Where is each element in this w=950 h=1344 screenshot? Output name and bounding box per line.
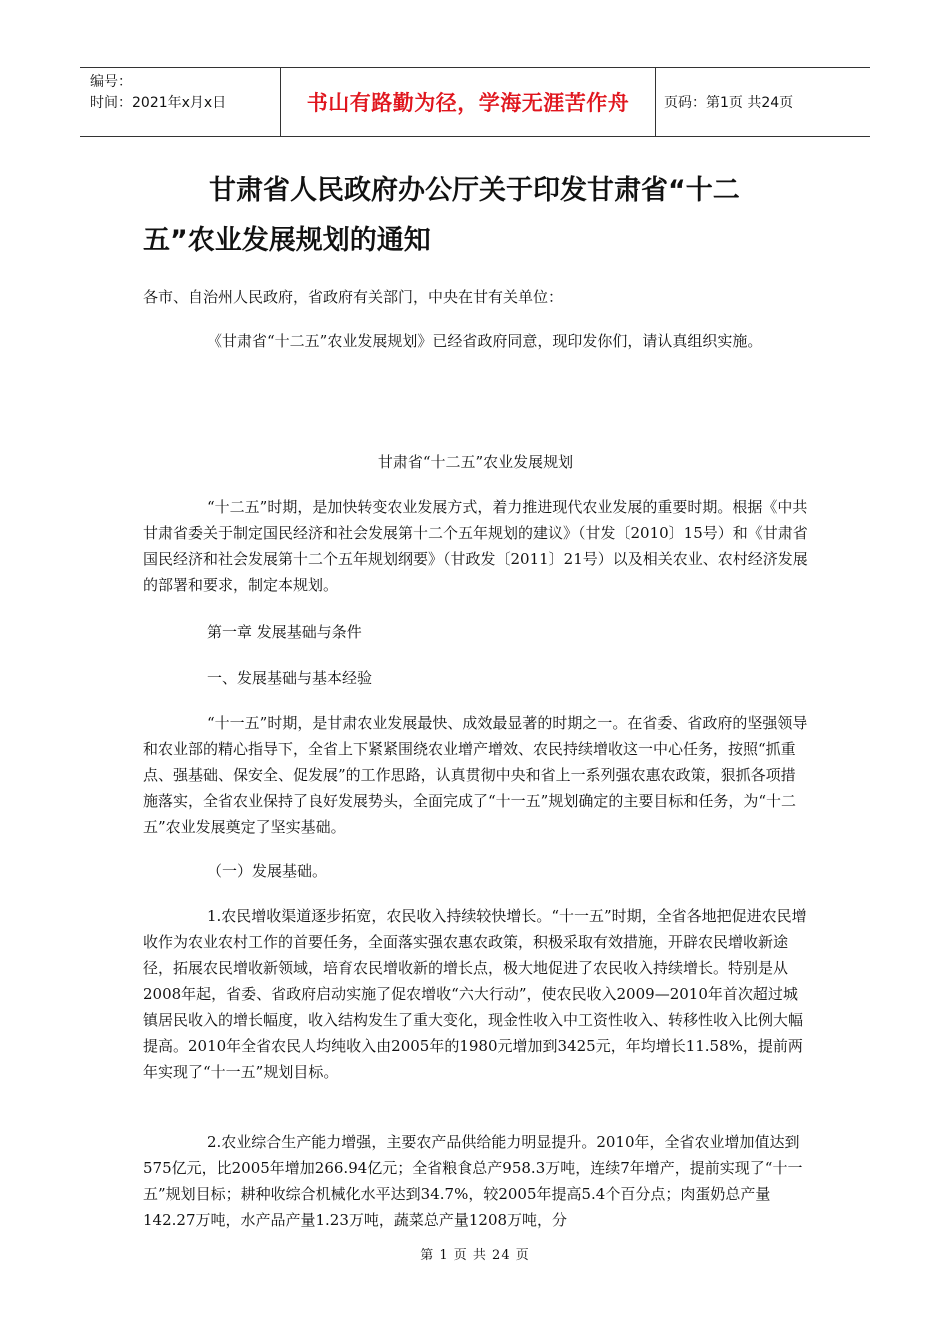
header-meta-cell [80,68,281,136]
document-title [143,166,803,266]
item-2-paragraph: 2.农业综合生产能力增强，主要农产品供给能力明显提升。2010年，全省农业增加值达到575亿元，比2005年增加266.94亿元；全省粮食总产958.3万吨，连续7年增产，提前实现了“十一五”规划目标；耕种收综合机械化水平达到34.7%，较2005年提高5.4个百分点；肉蛋奶总产量142.27万吨，水产品产量1.23万吨，蔬菜总产量1208万吨，分 [143,1133,803,1229]
salutation: 各市、自治州人民政府，省政府有关部门，中央在甘有关单位： [143,288,564,306]
title-line-2: 五”农业发展规划的通知 [143,225,431,256]
page-footer: 第 1 页 共 24 页 [420,1248,530,1263]
section-heading: 一、发展基础与基本经验 [207,669,373,687]
intro-paragraph: “十二五”时期，是加快转变农业发展方式，着力推进现代农业发展的重要时期。根据《中共甘肃省委关于制定国民经济和社会发展第十二个五年规划的建议》（甘发〔2010〕15号）和《甘肃省国民经济和社会发展第十二个五年规划纲要》（甘政发〔2011〕21号）以及相关农业、农村经济发展的部署和要求，制定本规划。 [143,498,808,594]
motto-text: 书山有路勤为径，学海无涯苦作舟 [306,91,630,115]
document-time-label: 时间：2021年x月x日 [90,95,227,111]
subsection-heading: （一）发展基础。 [207,862,328,880]
notice-paragraph: 《甘肃省“十二五”农业发展规划》已经省政府同意，现印发你们，请认真组织实施。 [207,332,763,350]
chapter-heading: 第一章 发展基础与条件 [207,623,362,641]
plan-title: 甘肃省“十二五”农业发展规划 [377,453,574,471]
item-1-paragraph: 1.农民增收渠道逐步拓宽，农民收入持续较快增长。“十一五”时期，全省各地把促进农民增收作为农业农村工作的首要任务，全面落实强农惠农政策，积极采取有效措施，开辟农民增收新途径，拓展农民增收新领域，培育农民增收新的增长点，极大地促进了农民收入持续增长。特别是从2008年起，省委、省政府启动实施了促农增收“六大行动”，使农民收入2009—2010年首次超过城镇居民收入的增长幅度，收入结构发生了重大变化，现金性收入中工资性收入、转移性收入比例大幅提高。2010年全省农民人均纯收入由2005年的1980元增加到3425元，年均增长11.58%，提前两年实现了“十一五”规划目标。 [143,907,807,1081]
header-page-cell [656,68,870,136]
title-line-1: 甘肃省人民政府办公厅关于印发甘肃省“十二 [209,175,740,206]
section-paragraph: “十一五”时期，是甘肃农业发展最快、成效最显著的时期之一。在省委、省政府的坚强领导和农业部的精心指导下，全省上下紧紧围绕农业增产增效、农民持续增收这一中心任务，按照“抓重点、强基础、保安全、促发展”的工作思路，认真贯彻中央和省上一系列强农惠农政策，狠抓各项措施落实，全省农业保持了良好发展势头，全面完成了“十一五”规划确定的主要目标和任务，为“十二五”农业发展奠定了坚实基础。 [143,714,808,836]
header-table [80,67,870,137]
header-motto-cell [281,68,656,136]
document-number-label: 编号： [90,74,132,90]
page-info: 页码：第1页 共24页 [664,95,794,111]
